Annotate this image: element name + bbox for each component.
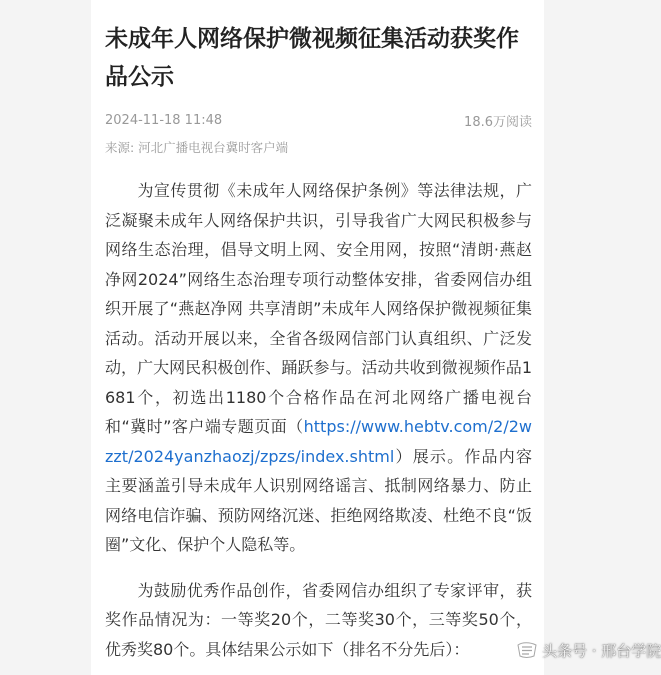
platform-logo-icon: [516, 641, 538, 659]
article: [105, 0, 532, 664]
article-meta: [105, 110, 532, 130]
article-paragraph-2: [105, 576, 532, 665]
paragraph-1-text-a: 为宣传贯彻《未成年人网络保护条例》等法律法规，广泛凝聚未成年人网络保护共识，引导我省广大网民积极参与网络生态治理，倡导文明上网、安全用网，按照“清朗·燕赵净网2024”网络生态治理专项行动整体安排，省委网信办组织开展了“燕赵净网 共享清朗”未成年人网络保护微视频征集活动。活动开展以来，全省各级网信部门认真组织、广泛发动，广大网民积极创作、踊跃参与。活动共收到微视频作品1681个，初选出1180个合格作品在河北网络广播电视台和“冀时”客户端专题页面（: [105, 181, 532, 436]
publish-date: 2024-11-18 11:48: [105, 112, 223, 128]
article-paragraph-1: [105, 176, 532, 560]
article-title: 未成年人网络保护微视频征集活动获奖作品公示: [105, 26, 519, 90]
watermark-text: 头条号 · 邢台学院: [542, 641, 661, 660]
paragraph-2-text: 为鼓励优秀作品创作，省委网信办组织了专家评审，获奖作品情况为：一等奖20个，二等奖30个，三等奖50个，优秀奖80个。具体结果公示如下（排名不分先后）：: [105, 580, 532, 659]
paragraph-1-text-b: ）展示。作品内容主要涵盖引导未成年人识别网络谣言、抵制网络暴力、防止网络电信诈骗、预防网络沉迷、拒绝网络欺凌、杜绝不良“饭圈”文化、保护个人隐私等。: [105, 446, 532, 554]
article-page: [91, 0, 661, 675]
topic-page-link[interactable]: https://www.hebtv.com/2/2wzzt/2024yanzhaozj/zpzs/index.shtml: [105, 417, 532, 466]
watermark: [516, 637, 661, 663]
view-count: 18.6万阅读: [464, 114, 532, 130]
article-source: 来源: 河北广播电视台冀时客户端: [105, 140, 289, 155]
